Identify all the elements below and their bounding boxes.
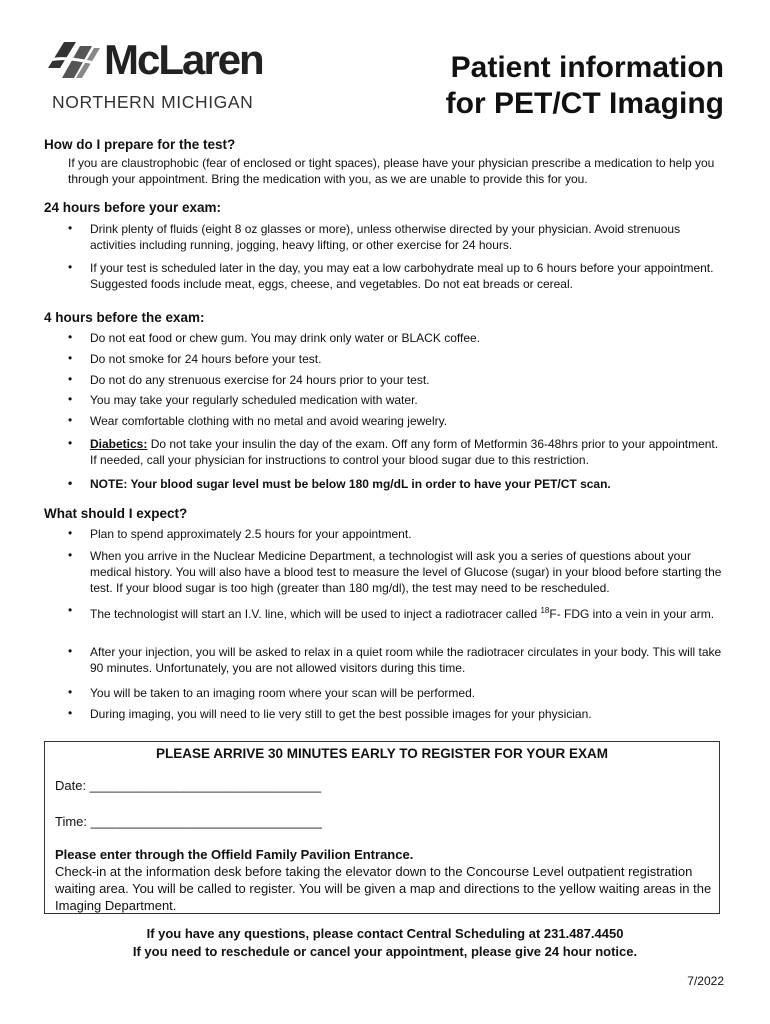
mclaren-swoosh-icon	[46, 38, 100, 82]
contact-line-2: If you need to reschedule or cancel your appointment, please give 24 hour notice.	[132, 944, 638, 959]
heading-4-hours: 4 hours before the exam:	[44, 310, 205, 325]
list-item-text: Drink plenty of fluids (eight 8 oz glasses or more), unless otherwise directed by your physician. Avoid strenuous activities including running, jogging, heavy lifting, or other exercise for 24 hours.	[90, 222, 681, 252]
list-item	[68, 351, 728, 367]
bullet-icon: •	[68, 706, 73, 720]
bullet-icon: •	[68, 644, 73, 658]
bullet-icon: •	[68, 413, 73, 427]
logo-subtitle: NORTHERN MICHIGAN	[52, 92, 254, 112]
list-item-diabetics	[68, 436, 728, 468]
bullet-icon: •	[68, 603, 73, 617]
arrival-box	[44, 741, 720, 914]
list-item-text-b: F- FDG into a vein in your arm.	[549, 607, 715, 621]
bullet-icon: •	[68, 476, 73, 490]
list-item	[68, 526, 728, 542]
list-item	[68, 330, 728, 346]
list-item-text: During imaging, you will need to lie very still to get the best possible images for your physician.	[90, 707, 592, 721]
list-item-text: If your test is scheduled later in the day, you may eat a low carbohydrate meal up to 6 hours before your appointment. Suggested foods include meat, eggs, cheese, and vegetables. Do not eat breads or cereal.	[90, 261, 714, 291]
bullet-icon: •	[68, 548, 73, 562]
heading-24-hours: 24 hours before your exam:	[44, 200, 222, 215]
list-item	[68, 372, 728, 388]
bullet-icon: •	[68, 392, 73, 406]
list-item-text: Do not smoke for 24 hours before your test.	[90, 352, 322, 366]
diabetics-label: Diabetics:	[90, 437, 148, 451]
entrance-instructions	[55, 846, 715, 914]
list-item	[68, 685, 728, 701]
bullet-icon: •	[68, 221, 73, 235]
list-item-text: Do not do any strenuous exercise for 24 hours prior to your test.	[90, 373, 430, 387]
bullet-icon: •	[68, 685, 73, 699]
list-item	[68, 548, 728, 596]
bullet-icon: •	[68, 372, 73, 386]
blood-sugar-note: NOTE: Your blood sugar level must be below 180 mg/dL in order to have your PET/CT scan.	[90, 477, 611, 491]
arrival-heading: PLEASE ARRIVE 30 MINUTES EARLY TO REGISTER FOR YOUR EXAM	[155, 746, 609, 761]
checkin-text: Check-in at the information desk before taking the elevator down to the Concourse Level outpatient registration waiting area. You will be called to register. You will be given a map and directions to the yellow waiting areas in the Imaging Department.	[55, 864, 712, 913]
list-item	[68, 260, 728, 292]
bullet-icon: •	[68, 436, 73, 450]
list-item	[68, 706, 728, 722]
list-item	[68, 603, 728, 622]
heading-expect: What should I expect?	[44, 506, 188, 521]
list-item	[68, 413, 728, 429]
isotope-superscript: 18	[540, 606, 550, 615]
title-line-2: for PET/CT Imaging	[445, 87, 724, 120]
list-item-note	[68, 476, 728, 492]
diabetics-text: Do not take your insulin the day of the exam. Off any form of Metformin 36-48hrs prior to your appointment. If needed, call your physician for instructions to control your blood sugar due to this restriction.	[90, 437, 719, 467]
bullet-icon: •	[68, 351, 73, 365]
list-item-text: Do not eat food or chew gum. You may drink only water or BLACK coffee.	[90, 331, 480, 345]
heading-prepare: How do I prepare for the test?	[44, 137, 236, 152]
list-item	[68, 644, 728, 676]
time-field: Time: ________________________________	[55, 814, 322, 829]
title-line-1: Patient information	[450, 51, 724, 84]
bullet-icon: •	[68, 260, 73, 274]
list-item-text: You will be taken to an imaging room where your scan will be performed.	[90, 686, 476, 700]
mclaren-logo	[46, 38, 286, 113]
bullet-icon: •	[68, 330, 73, 344]
prepare-text: If you are claustrophobic (fear of enclosed or tight spaces), please have your physician prescribe a medication to help you through your appointment. Bring the medication with you, as we are unable to provide this for you.	[68, 156, 715, 186]
list-item-text: Wear comfortable clothing with no metal and avoid wearing jewelry.	[90, 414, 448, 428]
list-item	[68, 392, 728, 408]
bullet-icon: •	[68, 526, 73, 540]
entrance-line: Please enter through the Offield Family Pavilion Entrance.	[55, 847, 414, 862]
contact-line-1: If you have any questions, please contact Central Scheduling at 231.487.4450	[146, 926, 624, 941]
list-item-text: Plan to spend approximately 2.5 hours for your appointment.	[90, 527, 412, 541]
list-item-text: After your injection, you will be asked to relax in a quiet room while the radiotracer circulates in your body. This will take 90 minutes. Unfortunately, you are not allowed visitors during this time.	[90, 645, 722, 675]
page-title	[446, 50, 724, 122]
date-field: Date: ________________________________	[55, 778, 322, 793]
revision-date: 7/2022	[687, 974, 724, 988]
list-item	[68, 221, 728, 253]
logo-wordmark: McLaren	[104, 36, 263, 83]
list-item-text: You may take your regularly scheduled medication with water.	[90, 393, 418, 407]
list-item-text-a: The technologist will start an I.V. line, which will be used to inject a radiotracer called	[90, 607, 541, 621]
list-item-text: When you arrive in the Nuclear Medicine Department, a technologist will ask you a series of questions about your medical history. You will also have a blood test to measure the level of Glucose (sugar) in your blood before starting the test. If your blood sugar is too high (greater than 180 mg/dl), the test may need to be rescheduled.	[90, 549, 722, 595]
